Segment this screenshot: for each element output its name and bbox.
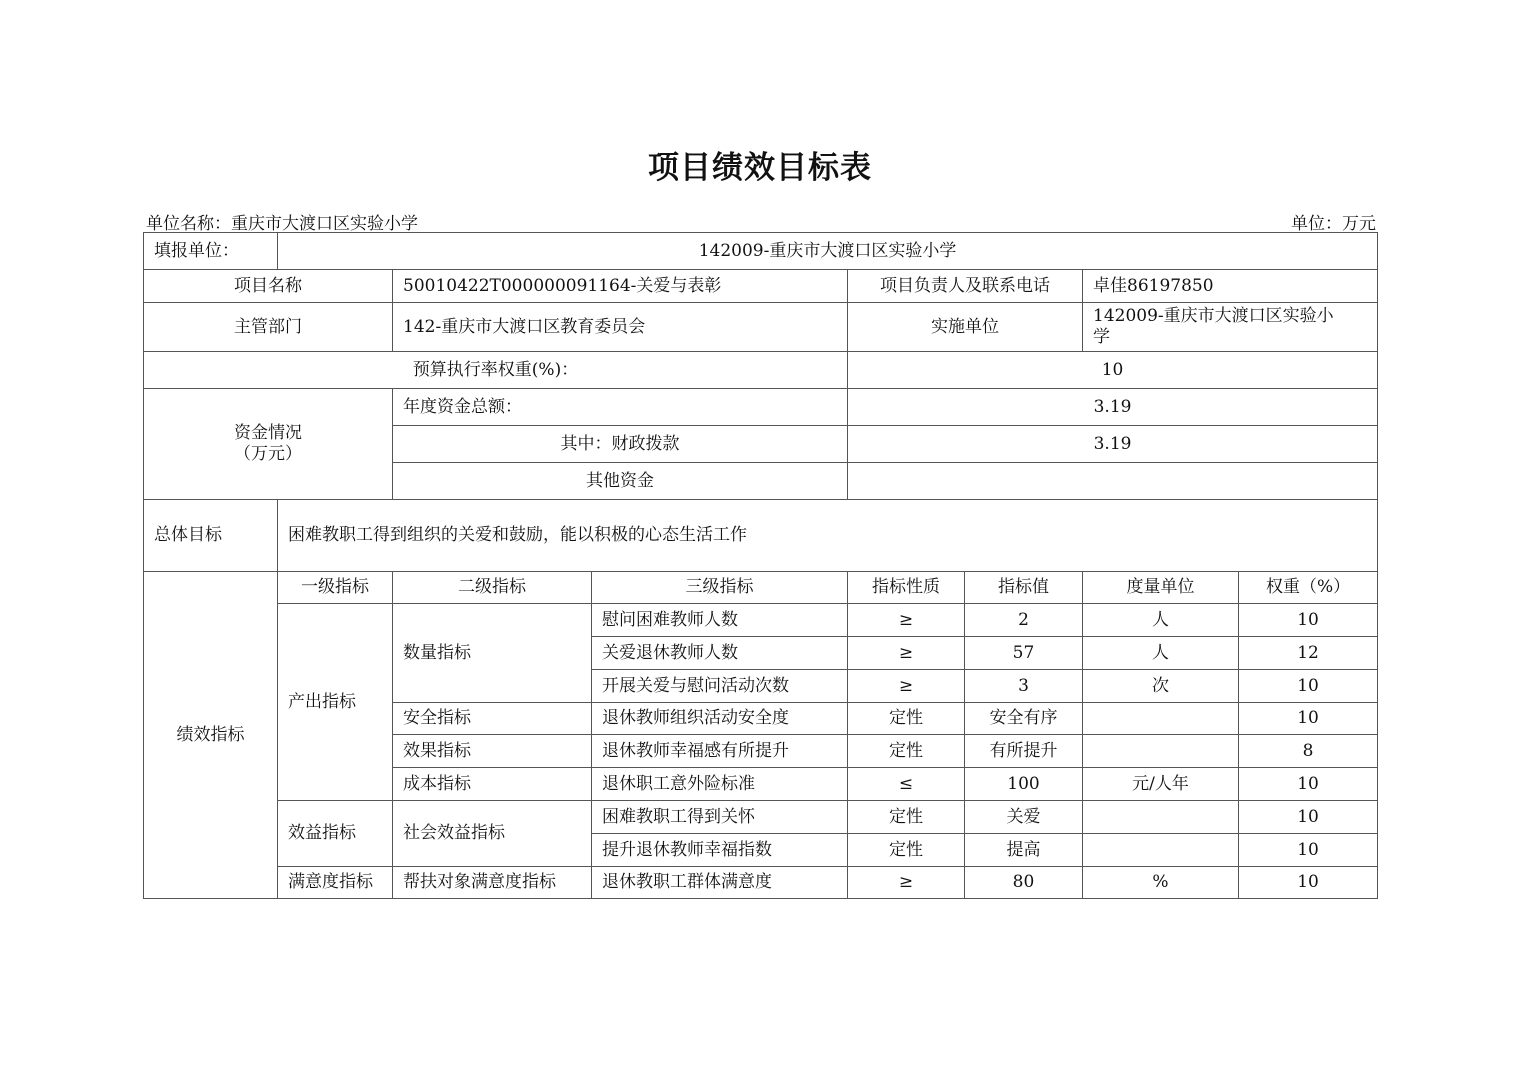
indicator-name: 提升退休教师幸福指数 (592, 834, 848, 867)
header-level1: 一级指标 (278, 572, 393, 604)
other-funds-label: 其他资金 (393, 463, 848, 500)
fiscal-label: 其中：财政拨款 (393, 426, 848, 463)
funds-label-cell (144, 389, 393, 500)
impl-unit-label: 实施单位 (848, 303, 1083, 352)
project-leader-value: 卓佳86197850 (1083, 270, 1378, 303)
overall-goal-value: 困难教职工得到组织的关爱和鼓励，能以积极的心态生活工作 (278, 500, 1378, 572)
indicator-name: 关爱退休教师人数 (592, 637, 848, 670)
overall-goal-label: 总体目标 (144, 500, 278, 572)
project-name-label: 项目名称 (144, 270, 393, 303)
indicator-unit (1083, 834, 1239, 867)
indicator-name: 退休教师组织活动安全度 (592, 703, 848, 735)
header-level2: 二级指标 (393, 572, 592, 604)
indicator-nature: 定性 (848, 703, 965, 735)
annual-total-value: 3.19 (848, 389, 1378, 426)
indicator-nature: 定性 (848, 735, 965, 768)
indicator-value: 100 (965, 768, 1083, 801)
other-funds-value (848, 463, 1378, 500)
indicator-name: 退休职工意外险标准 (592, 768, 848, 801)
indicator-unit: % (1083, 867, 1239, 899)
indicator-unit: 次 (1083, 670, 1239, 703)
budget-rate-row (144, 352, 1378, 389)
unit-name: 单位名称：重庆市大渡口区实验小学 (146, 214, 418, 234)
indicator-name: 退休教职工群体满意度 (592, 867, 848, 899)
project-leader-label: 项目负责人及联系电话 (848, 270, 1083, 303)
indicator-weight: 10 (1239, 834, 1378, 867)
indicator-unit (1083, 703, 1239, 735)
level1-satisfaction: 满意度指标 (278, 867, 393, 899)
page-title: 项目绩效目标表 (648, 150, 872, 186)
perf-indicator-label: 绩效指标 (144, 572, 278, 899)
performance-table (143, 232, 1378, 899)
filling-unit-label: 填报单位： (144, 233, 278, 270)
indicator-unit: 元/人年 (1083, 768, 1239, 801)
level2-social-benefit: 社会效益指标 (393, 801, 592, 867)
indicator-value: 2 (965, 604, 1083, 637)
level2-cost: 成本指标 (393, 768, 592, 801)
level2-quantity: 数量指标 (393, 604, 592, 703)
indicator-value: 3 (965, 670, 1083, 703)
header-level3: 三级指标 (592, 572, 848, 604)
indicator-name: 困难教职工得到关怀 (592, 801, 848, 834)
indicator-nature: 定性 (848, 834, 965, 867)
indicator-unit: 人 (1083, 637, 1239, 670)
indicator-weight: 10 (1239, 703, 1378, 735)
table-row (144, 604, 1378, 637)
indicator-value: 有所提升 (965, 735, 1083, 768)
indicator-weight: 12 (1239, 637, 1378, 670)
indicator-unit: 人 (1083, 604, 1239, 637)
fiscal-value: 3.19 (848, 426, 1378, 463)
header-nature: 指标性质 (848, 572, 965, 604)
indicator-weight: 10 (1239, 768, 1378, 801)
indicator-nature: ≥ (848, 867, 965, 899)
header-unit: 度量单位 (1083, 572, 1239, 604)
indicator-header-row (144, 572, 1378, 604)
currency-unit: 单位：万元 (1291, 214, 1376, 234)
indicator-value: 关爱 (965, 801, 1083, 834)
indicator-nature: ≥ (848, 637, 965, 670)
dept-value: 142-重庆市大渡口区教育委员会 (393, 303, 848, 352)
indicator-nature: ≥ (848, 604, 965, 637)
project-name-value: 50010422T000000091164-关爱与表彰 (393, 270, 848, 303)
indicator-unit (1083, 735, 1239, 768)
level2-effect: 效果指标 (393, 735, 592, 768)
table-row (144, 867, 1378, 899)
indicator-weight: 10 (1239, 604, 1378, 637)
level2-satisfaction: 帮扶对象满意度指标 (393, 867, 592, 899)
indicator-nature: ≤ (848, 768, 965, 801)
header-weight: 权重（%） (1239, 572, 1378, 604)
annual-total-label: 年度资金总额： (393, 389, 848, 426)
annual-total-row (144, 389, 1378, 426)
dept-label: 主管部门 (144, 303, 393, 352)
dept-row (144, 303, 1378, 352)
indicator-unit (1083, 801, 1239, 834)
funds-label: 资金情况 (234, 423, 302, 443)
table-row (144, 801, 1378, 834)
overall-goal-row (144, 500, 1378, 572)
indicator-name: 开展关爱与慰问活动次数 (592, 670, 848, 703)
indicator-value: 57 (965, 637, 1083, 670)
indicator-name: 慰问困难教师人数 (592, 604, 848, 637)
level1-benefit: 效益指标 (278, 801, 393, 867)
level1-output: 产出指标 (278, 604, 393, 801)
indicator-value: 提高 (965, 834, 1083, 867)
indicator-value: 安全有序 (965, 703, 1083, 735)
indicator-weight: 8 (1239, 735, 1378, 768)
indicator-weight: 10 (1239, 801, 1378, 834)
funds-unit-label: （万元） (234, 444, 302, 464)
indicator-nature: ≥ (848, 670, 965, 703)
project-name-row (144, 270, 1378, 303)
budget-rate-value: 10 (848, 352, 1378, 389)
indicator-nature: 定性 (848, 801, 965, 834)
level2-safety: 安全指标 (393, 703, 592, 735)
budget-rate-label: 预算执行率权重(%)： (144, 352, 848, 389)
filling-unit-value: 142009-重庆市大渡口区实验小学 (278, 233, 1378, 270)
filling-unit-row (144, 233, 1378, 270)
indicator-weight: 10 (1239, 867, 1378, 899)
header-value: 指标值 (965, 572, 1083, 604)
impl-unit-value: 142009-重庆市大渡口区实验小学 (1083, 303, 1378, 352)
indicator-weight: 10 (1239, 670, 1378, 703)
indicator-name: 退休教师幸福感有所提升 (592, 735, 848, 768)
indicator-value: 80 (965, 867, 1083, 899)
